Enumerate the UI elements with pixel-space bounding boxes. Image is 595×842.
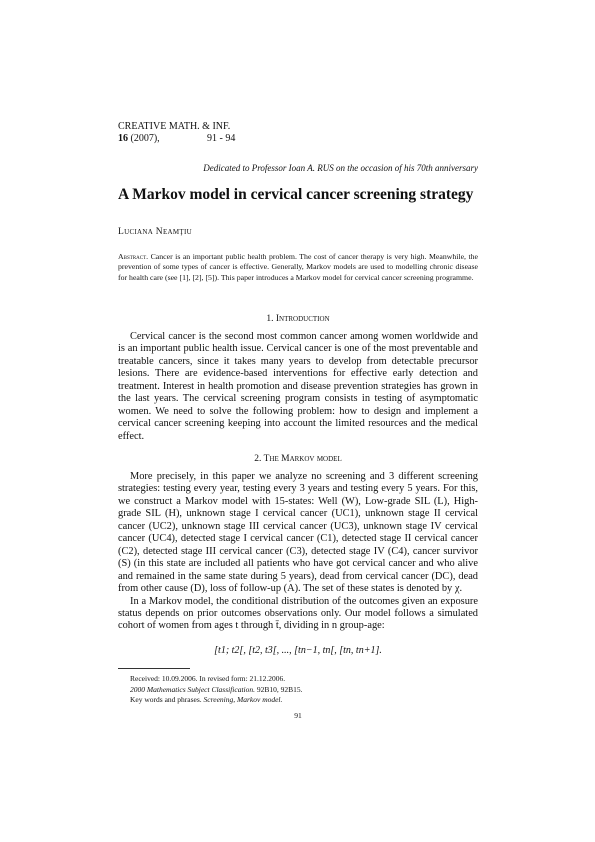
section-markov-model bbox=[118, 471, 478, 633]
keywords-label: Key words and phrases. bbox=[130, 695, 202, 704]
page-number: 91 bbox=[294, 711, 302, 720]
journal-name: CREATIVE MATH. & INF. bbox=[118, 121, 231, 132]
abstract-text: Cancer is an important public health problem. The cost of cancer therapy is very high. Meanwhile, the prevention of some types of cancer is effective. Generally, Markov models are used to modelling chronic disease for health care (see [1], [2], [5]). This paper introduces a Markov model for cervical cancer screening programme. bbox=[118, 252, 479, 282]
journal-volume: 16 bbox=[118, 133, 128, 144]
dedication: Dedicated to Professor Ioan A. RUS on the occasion of his 70th anniversary bbox=[203, 163, 478, 173]
age-interval-formula: [t1; t2[, [t2, t3[, ..., [tn−1, tn[, [tn, tn+1]. bbox=[214, 645, 382, 656]
footnotes bbox=[130, 674, 303, 706]
journal-year: (2007), bbox=[130, 133, 160, 144]
section-heading-markov-model: 2. The Markov model bbox=[254, 454, 342, 464]
section-heading-introduction: 1. Introduction bbox=[266, 314, 330, 324]
section-introduction bbox=[118, 331, 478, 443]
keywords-value: Screening, Markov model. bbox=[203, 695, 283, 704]
received-note: Received: 10.09.2006. In revised form: 21.12.2006. bbox=[130, 674, 286, 683]
author-name: Luciana Neamţiu bbox=[118, 227, 192, 237]
keywords-note bbox=[130, 695, 303, 706]
abstract-label: Abstract. bbox=[118, 252, 149, 261]
footnote-divider bbox=[118, 668, 190, 669]
markov-paragraph-1: More precisely, in this paper we analyze no screening and 3 different screening strategies: testing every year, testing every 3 years and testing every 5 years. For this, we construct a Markov model with 15-states: Well (W), Low-grade SIL (L), High-grade SIL (H), unknown stage I cervical cancer (UC1), unknown stage II cervical cancer (UC2), unknown stage III cervical cancer (UC3), unknown stage IV cervical cancer (UC4), detected stage I cervical cancer (C1), detected stage II cervical cancer (C2), detected stage III cervical cancer (C3), detected stage IV (C4), cancer survivor (S) (in this state are included all patients who have got cervical cancer and who alive and remained in the same state during 5 years), dead from cervical cancer (DC), dead from other cause (D), loss of follow-up (A). The set of these states is denoted by χ. bbox=[118, 471, 478, 595]
abstract bbox=[118, 252, 478, 283]
journal-pages: 91 - 94 bbox=[207, 133, 236, 144]
paper-title: A Markov model in cervical cancer screening strategy bbox=[118, 186, 474, 203]
msc-value: 92B10, 92B15. bbox=[256, 684, 303, 694]
markov-paragraph-2: In a Markov model, the conditional distribution of the outcomes given an exposure status depends on prior outcomes observations only. Our model follows a simulated cohort of women from ages t through t̄, dividing in n group-age: bbox=[118, 595, 478, 632]
intro-paragraph: Cervical cancer is the second most common cancer among women worldwide and is an important public health issue. Cervical cancer is one of the most preventable and treatable cancers, since it takes many years to develop from detectable precursor lesions. There are evidence-based interventions for effective early detection and treatment. Interest in health promotion and disease prevention strategies has grown in the last years. The cervical screening program consists in testing of asymptomatic women. We need to solve the following problem: how to design and implement a cervical cancer screening keeping into account the limited resources and the medical effect. bbox=[118, 331, 478, 442]
msc-note bbox=[130, 685, 303, 696]
msc-label: 2000 Mathematics Subject Classification. bbox=[130, 684, 255, 694]
